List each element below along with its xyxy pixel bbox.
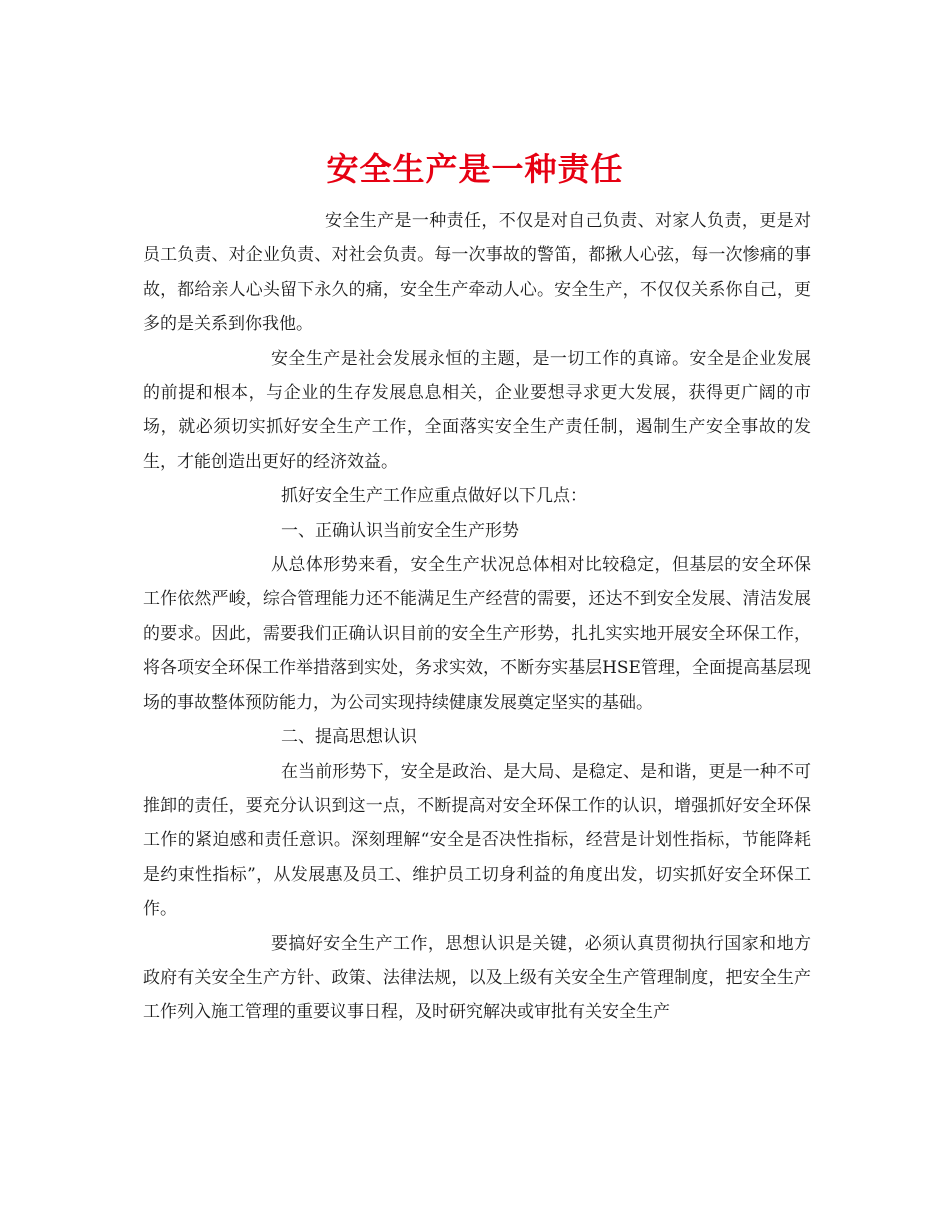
paragraph-3: 抓好安全生产工作应重点做好以下几点： — [281, 486, 587, 507]
paragraph-1: 安全生产是一种责任，不仅是对自己负责、对家人负责，更是对员工负责、对企业负责、对社会负责。每一次事故的警笛，都揪人心弦，每一次惨痛的事故，都给亲人心头留下永久的痛，安全生产牵动人心。安全生产，不仅仅关系你自己，更多的是关系到你我他。 — [143, 211, 811, 335]
section-heading-1: 一、正确认识当前安全生产形势 — [281, 520, 519, 541]
paragraph-5: 在当前形势下，安全是政治、是大局、是稳定、是和谐，更是一种不可推卸的责任，要充分认识到这一点，不断提高对安全环保工作的认识，增强抓好安全环保工作的紧迫感和责任意识。深刻理解“安全是否决性指标，经营是计划性指标，节能降耗是约束性指标”，从发展惠及员工、维护员工切身利益的角度出发，切实抓好安全环保工作。 — [143, 761, 811, 920]
paragraph-2: 安全生产是社会发展永恒的主题，是一切工作的真谛。安全是企业发展的前提和根本，与企业的生存发展息息相关，企业要想寻求更大发展，获得更广阔的市场，就必须切实抓好安全生产工作，全面落实安全生产责任制，遏制生产安全事故的发生，才能创造出更好的经济效益。 — [143, 348, 811, 472]
document-title: 安全生产是一种责任 — [326, 150, 624, 189]
section-heading-2: 二、提高思想认识 — [281, 727, 417, 748]
paragraph-4: 从总体形势来看，安全生产状况总体相对比较稳定，但基层的安全环保工作依然严峻，综合管理能力还不能满足生产经营的需要，还达不到安全发展、清洁发展的要求。因此，需要我们正确认识目前的安全生产形势，扎扎实实地开展安全环保工作，将各项安全环保工作举措落到实处，务求实效，不断夯实基层HSE管理，全面提高基层现场的事故整体预防能力，为公司实现持续健康发展奠定坚实的基础。 — [143, 555, 811, 713]
paragraph-6: 要搞好安全生产工作，思想认识是关键，必须认真贯彻执行国家和地方政府有关安全生产方针、政策、法律法规，以及上级有关安全生产管理制度，把安全生产工作列入施工管理的重要议事日程，及时研究解决或审批有关安全生产 — [143, 933, 811, 1023]
document-body — [143, 204, 811, 1030]
